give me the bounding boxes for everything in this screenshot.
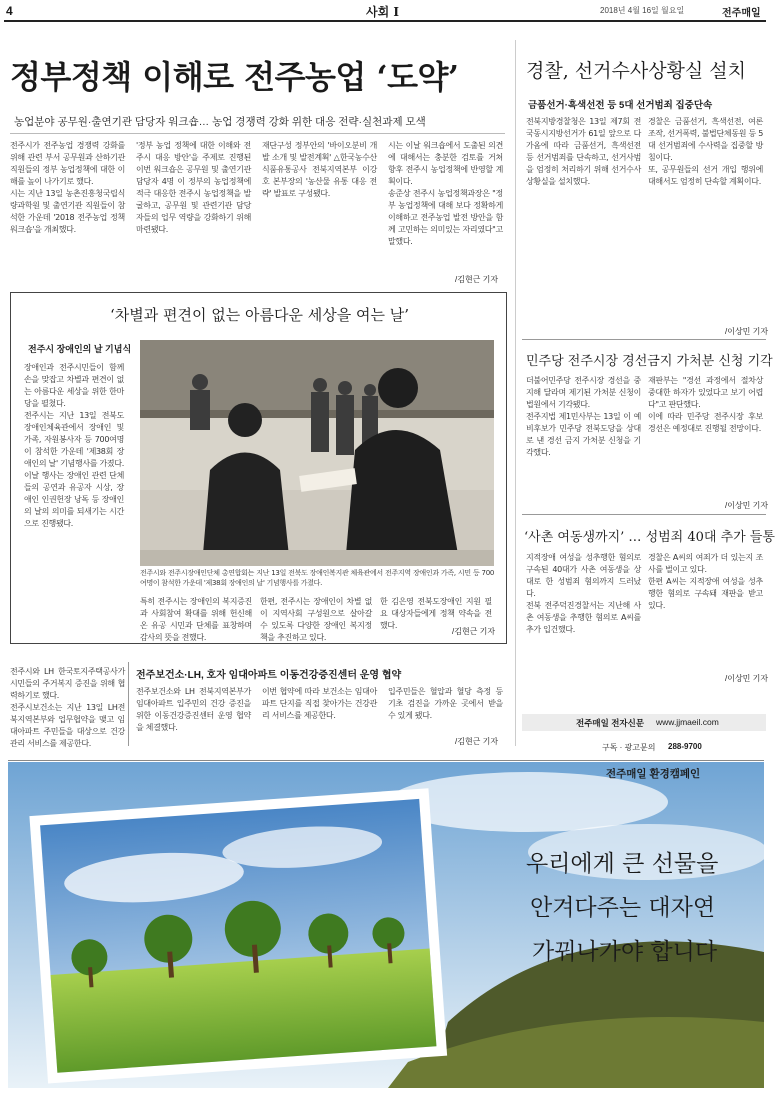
bottom-center-col2: 이번 협약에 따라 보건소는 임대아파트 단지를 직접 찾아가는 건강관리 서비스를 제공한다. (262, 687, 377, 720)
right-column-divider (515, 40, 516, 746)
primary-col1: 더불어민주당 전주시장 경선을 중지해 달라며 제기된 가처분 신청이 법원에서 기각됐다. 전주지법 제1민사부는 13일 이 예비후보가 민주당 전북도당을 상대로 낸 경선 금지 가처분 신청을 기각했다. (526, 376, 641, 457)
ceremony-photo-illustration (140, 340, 494, 566)
feature-col3: 한편, 전주시는 장애인이 차별 없이 지역사회 구성원으로 살아갈 수 있도록 다양한 장애인 복지정책을 추진하고 있다. (260, 597, 372, 642)
police-col1: 전북지방경찰청은 13일 제7회 전국동시지방선거가 61일 앞으로 다가옴에 따라 금품선거, 흑색선전 등 선거범죄를 단속하고, 선거사범을 엄정히 처리하기 위해 선거수사상황실을 설치했다. (526, 117, 641, 186)
epaper-label: 전주매일 전자신문 (576, 718, 645, 728)
feature-byline: /김현근 기자 (452, 627, 496, 636)
environment-campaign-ad (8, 762, 764, 1088)
main-article-col2: '정부 농업 정책에 대한 이해와 전주시 대응 방안'을 주제로 진행된 이번 워크숍은 공무원 및 출연기관 담당자 4명 이 정부의 농업정책에 적극 대응한 전주시 농업정책을 발굴하고, 공무원 및 관련기관 담당자들의 업무 역량을 강화하기 위해 마련됐다. (136, 141, 251, 234)
main-subtitle-rule (10, 133, 505, 134)
main-article-col4: 시는 이날 워크숍에서 도출된 의견에 대해서는 충분한 검토를 거쳐 향후 전주시 농업정책에 반영할 계획이다. 송준상 전주시 농업정책과장은 "정부 농업정책에 대해 보다 정확하게 이해하고 전주농업 발전 방안을 함께 고민하는 의미있는 자리였다"고 말했다. (388, 141, 503, 246)
bottom-center-col1: 전주보건소와 LH 전북지역본부가 임대아파트 입주민의 건강 증진을 위한 이동건강증진센터 운영 협약을 체결했다. (136, 687, 251, 732)
epaper-url[interactable]: www.jjmaeil.com (656, 717, 719, 727)
epaper-ad (522, 714, 766, 731)
feature-col2: 특히 전주시는 장애인의 복지증진과 사회참여 확대를 위해 헌신해 온 유공 시민과 단체를 표창하며 감사의 뜻을 전했다. (140, 597, 252, 642)
campaign-top-rule (8, 760, 764, 761)
page-number: 4 (6, 4, 13, 18)
feature-photo (140, 340, 494, 566)
feature-subheadline: 전주시 장애인의 날 기념식 (28, 344, 132, 354)
paper-name: 전주매일 (722, 8, 761, 19)
primary-col2: 재판부는 "경선 과정에서 절차상 중대한 하자가 있었다고 보기 어렵다"고 판단했다. 이에 따라 민주당 전주시장 후보 경선은 예정대로 진행될 전망이다. (648, 376, 763, 433)
main-headline: 정부정책 이해로 전주농업 ‘도약’ (10, 58, 459, 96)
feature-col4: 한 김은영 전북도장애인 지원 필요 대상자들에게 정책 약속을 전했다. (380, 597, 492, 630)
crime-col2: 경찰은 A씨의 여죄가 더 있는지 조사를 벌이고 있다. 한편 A씨는 지적장애 여성을 성추행한 혐의로 구속돼 재판을 받고 있다. (648, 553, 763, 610)
crime-headline: ‘사촌 여동생까지’ … 성범죄 40대 추가 들통 (524, 530, 775, 545)
bottom-divider (128, 662, 129, 746)
bottom-center-col3: 입주민들은 혈압과 혈당 측정 등 기초 검진을 가까운 곳에서 받을 수 있게 됐다. (388, 687, 503, 720)
crime-byline: /이상민 기자 (725, 674, 769, 683)
main-article-col1: 전주시가 전주농업 경쟁력 강화를 위해 관련 부서 공무원과 산하기관 직원들의 정부 농업정책에 대한 이해를 높이 나가기로 했다. 시는 지난 13일 농촌진흥청국립식량과학원 및 출연기관 직원들이 참석한 가운데 '2018 전주농업 정책 워크숍'을 개최했다. (10, 141, 125, 234)
section-label: 사회 I (366, 5, 399, 19)
campaign-line3: 가꿔나가야 합니다 (532, 939, 718, 965)
issue-date: 2018년 4월 16일 월요일 (600, 6, 685, 15)
main-article-col3: 재단구성 정부안의 '바이오분비 개발 소개 및 발전계획' △한국농수산식품유통공사 전북지역본부 이강호 본부장의 '농산물 유통 대응 전략' 발표로 구성됐다. (262, 141, 377, 198)
police-byline: /이상민 기자 (725, 327, 769, 336)
feature-headline: ‘차별과 편견이 없는 아름다운 세상을 여는 날’ (110, 306, 409, 324)
right-rule-2 (522, 514, 766, 515)
campaign-line2: 안겨다주는 대자연 (530, 895, 716, 921)
police-col2: 경찰은 금품선거, 흑색선전, 여론조작, 선거폭력, 불법단체동원 등 5대 선거범죄에 수사력을 집중할 방침이다. 또, 공무원들의 선거 개입 행위에 대해서도 엄정히 단속할 계획이다. (648, 117, 763, 186)
police-headline: 경찰, 선거수사상황실 설치 (526, 60, 747, 82)
bottom-center-byline: /김현근 기자 (455, 737, 499, 746)
campaign-line1: 우리에게 큰 선물을 (526, 851, 719, 877)
campaign-label: 전주매일 환경캠페인 (606, 768, 701, 780)
primary-headline: 민주당 전주시장 경선금지 가처분 신청 기각 (526, 354, 773, 369)
right-rule-1 (522, 339, 766, 340)
feature-col1: 장애인과 전주시민들이 함께 손을 맞잡고 차별과 편견이 없는 아름다운 세상을 위한 한마당을 펼쳤다. 전주시는 지난 13일 전북도 장애인체육관에서 장애인 및 가족, 자원봉사자 등 700여명이 참석한 가운데 '제38회 장애인의 날' 기념행사를 가졌다. 이날 행사는 장애인 관련 단체들의 공연과 유공자 시상, 장애인 인권헌장 낭독 등 장애인의 날의 의미를 되새기는 시간으로 진행됐다. (24, 363, 125, 528)
bottom-center-headline: 전주보건소·LH, 호자 임대아파트 이동건강증진센터 운영 협약 (136, 670, 402, 681)
police-subheadline: 금품선거·흑색선전 등 5대 선거범죄 집중단속 (528, 100, 713, 111)
subscribe-label: 구독 · 광고문의 (602, 743, 656, 752)
primary-byline: /이상민 기자 (725, 501, 769, 510)
main-subheadline: 농업분야 공무원·출연기관 담당자 워크숍… 농업 경쟁력 강화 위한 대응 전략·실천과제 모색 (14, 116, 426, 128)
bottom-left-article: 전주시와 LH 한국토지주택공사가 시민들의 주거복지 증진을 위해 협력하기로 했다. 전주시보건소는 지난 13일 LH전북지역본부와 업무협약을 맺고 임대아파트 주민들을 대상으로 건강관리 서비스를 제공한다. (10, 667, 125, 748)
header-rule (4, 20, 766, 22)
feature-photo-caption: 전주시와 전주시장애인단체 총연합회는 지난 13일 전북도 장애인복지관 체육관에서 전주지역 장애인과 가족, 시민 등 700여명이 참석한 가운데 '제38회 장애인의 날' 기념행사를 가졌다. (140, 569, 494, 587)
main-byline: /김현근 기자 (455, 275, 499, 284)
subscribe-phone: 288-9700 (668, 742, 702, 751)
subscribe-ad (522, 742, 766, 754)
crime-col1: 지적장애 여성을 성추행한 혐의로 구속된 40대가 사촌 여동생을 상대로 한 성범죄 혐의까지 드러났다. 전북 전주덕진경찰서는 지난해 사촌 여동생을 추행한 혐의로 A씨를 추가 입건했다. (526, 553, 641, 634)
